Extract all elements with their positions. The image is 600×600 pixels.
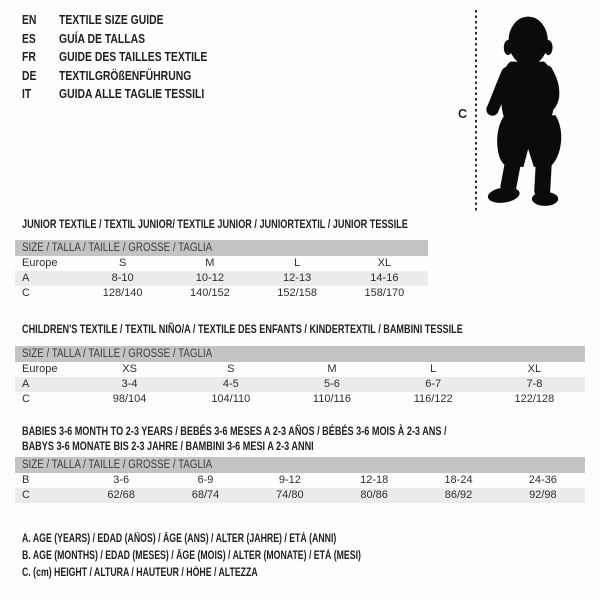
value-cell: 3-6 [113, 474, 130, 486]
value-cell: XL [377, 257, 392, 269]
guide-title-de: TEXTILGRÖßENFÜHRUNG [59, 67, 192, 83]
legend-line-b: B. AGE (MONTHS) / EDAD (MESES) / ÂGE (MOIS) / ALTER (MONATE) / ETÀ (MESI) [22, 550, 361, 563]
value-cell: 110/116 [312, 393, 352, 405]
lang-code: ES [22, 30, 36, 46]
value-cell: 104/110 [211, 393, 251, 405]
lang-code: EN [22, 12, 37, 27]
lang-row-en [22, 11, 244, 30]
value-cell: 62/68 [107, 489, 135, 501]
value-cell: M [205, 257, 215, 269]
section-title-children: CHILDREN'S TEXTILE / TEXTIL NIÑO/A / TEXTILE DES ENFANTS / KINDERTEXTIL / BAMBINI TESSILE [22, 322, 463, 336]
value-cell: 128/140 [102, 287, 143, 299]
guide-title-en: TEXTILE SIZE GUIDE [59, 12, 164, 27]
section-title-babies-line1: BABIES 3-6 MONTH TO 2-3 YEARS / BEBÉS 3-6 MESES A 2-3 AÑOS / BÉBÉS 3-6 MOIS À 2-3 ANS / [22, 424, 447, 438]
lang-row-es [22, 30, 244, 49]
value-cell: 4-5 [222, 378, 239, 390]
value-cell: 116/122 [413, 393, 453, 405]
section-title-babies-line2: BABYS 3-6 MONATE BIS 2-3 JAHRE / BAMBINI 3-6 MESI A 2-3 ANNI [22, 439, 314, 453]
value-cell: S [227, 363, 235, 375]
guide-title-fr: GUIDE DES TAILLES TEXTILE [59, 49, 208, 65]
table-row [15, 392, 585, 407]
value-cell: 80/86 [360, 489, 388, 501]
lang-code: IT [22, 86, 32, 102]
size-header-bar: SIZE / TALLA / TAILLE / GRÖSSE / TAGLIA [15, 346, 585, 362]
legend-line-c: C. (cm) HEIGHT / ALTURA / HAUTEUR / HÖHE / ALTEZZA [22, 567, 258, 580]
value-cell: 9-12 [278, 474, 301, 486]
value-cell: 122/128 [514, 393, 555, 405]
value-cell: 7-8 [526, 378, 543, 390]
lang-row-de [22, 67, 244, 86]
measurement-legend [22, 531, 468, 583]
value-cell: 92/98 [529, 489, 557, 501]
lang-row-it [22, 85, 244, 104]
lang-code: FR [22, 49, 36, 65]
table-row [15, 377, 585, 392]
value-cell: 98/104 [112, 393, 147, 405]
value-cell: 5-6 [324, 378, 340, 390]
babies-size-table [15, 457, 585, 503]
row-label-cell: C [22, 287, 30, 299]
row-label-cell: A [22, 378, 30, 390]
legend-line-a: A. AGE (YEARS) / EDAD (AÑOS) / ÂGE (ANS) / ALTER (JAHRE) / ETÀ (ANNI) [22, 533, 337, 545]
value-cell: 6-7 [425, 378, 442, 390]
value-cell: 152/158 [277, 287, 317, 299]
toddler-silhouette-figure [482, 10, 595, 212]
lang-code: DE [22, 67, 37, 83]
value-cell: 86/92 [444, 489, 473, 501]
value-cell: XS [122, 363, 137, 375]
size-header-bar: SIZE / TALLA / TAILLE / GRÖSSE / TAGLIA [15, 240, 428, 256]
value-cell: 12-13 [283, 272, 312, 284]
language-title-list [22, 11, 244, 104]
value-cell: 10-12 [195, 272, 224, 284]
table-row [15, 271, 428, 286]
value-cell: L [430, 363, 437, 375]
value-cell: L [294, 257, 301, 269]
value-cell: 3-4 [121, 378, 138, 390]
table-row [15, 362, 585, 377]
height-dotted-line [475, 10, 477, 212]
value-cell: 24-36 [528, 474, 557, 486]
children-size-table [15, 346, 585, 407]
row-label-cell: Europe [22, 363, 58, 375]
value-cell: 14-16 [370, 272, 399, 284]
value-cell: 140/152 [189, 287, 230, 299]
table-row [15, 286, 428, 301]
table-row [15, 488, 585, 503]
row-label-cell: Europe [22, 257, 58, 269]
value-cell: 8-10 [111, 272, 134, 284]
guide-title-es: GUÍA DE TALLAS [59, 30, 146, 46]
value-cell: 74/80 [276, 489, 304, 501]
junior-table-rows [15, 256, 428, 301]
lang-row-fr [22, 48, 244, 67]
value-cell: 158/170 [364, 287, 405, 299]
children-table-rows [15, 362, 585, 407]
value-cell: M [327, 363, 337, 375]
row-label-cell: C [22, 489, 30, 501]
table-row [15, 256, 428, 271]
value-cell: 68/74 [191, 489, 220, 501]
guide-title-it: GUIDA ALLE TAGLIE TESSILI [59, 86, 205, 102]
value-cell: S [118, 257, 127, 269]
value-cell: 18-24 [444, 474, 473, 486]
row-label-cell: A [22, 272, 30, 284]
height-measure-label: C [458, 107, 468, 121]
junior-size-table [15, 240, 428, 301]
value-cell: XL [527, 363, 542, 375]
row-label-cell: C [22, 393, 30, 405]
section-title-junior: JUNIOR TEXTILE / TEXTIL JUNIOR/ TEXTILE JUNIOR / JUNIORTEXTIL / JUNIOR TESSILE [22, 217, 408, 231]
table-row [15, 473, 585, 488]
value-cell: 6-9 [197, 474, 214, 486]
row-label-cell: B [22, 474, 30, 486]
babies-table-rows [15, 473, 585, 503]
size-header-bar: SIZE / TALLA / TAILLE / GRÖSSE / TAGLIA [15, 457, 585, 473]
value-cell: 12-18 [360, 474, 389, 486]
